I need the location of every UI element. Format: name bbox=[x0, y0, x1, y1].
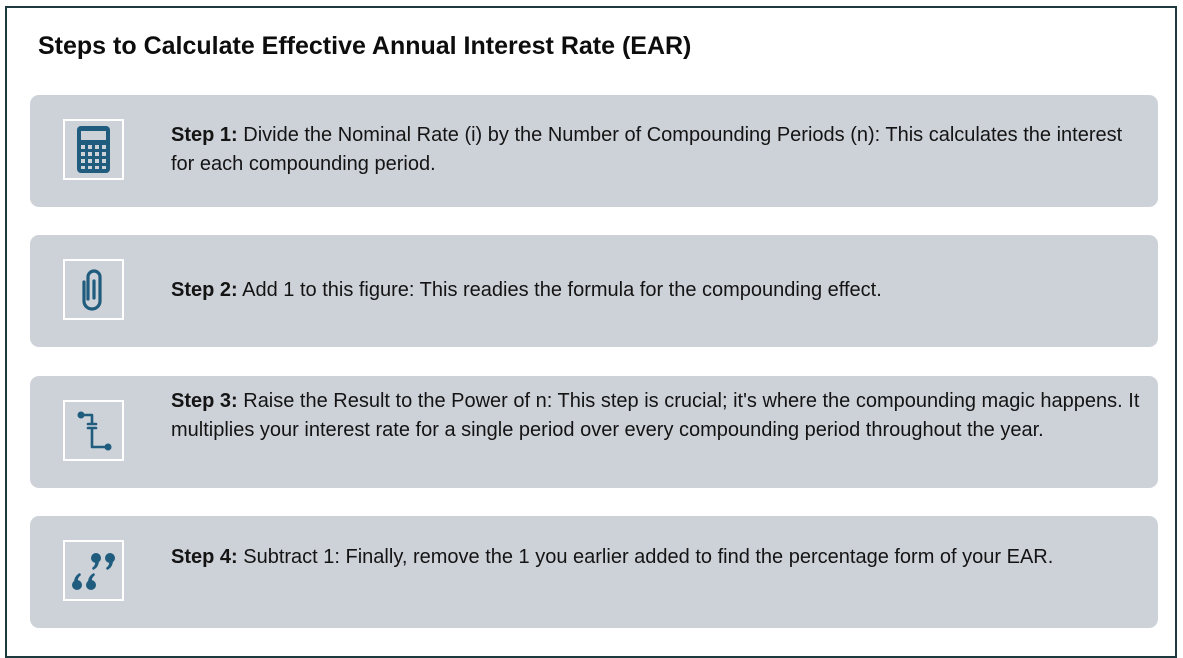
step-card-3 bbox=[30, 376, 1158, 488]
step-card-4 bbox=[30, 516, 1158, 628]
step-description-2: Add 1 to this figure: This readies the formula for the compounding effect. bbox=[237, 279, 882, 301]
step-description-1: Divide the Nominal Rate (i) by the Number of Compounding Periods (n): This calculates the interest for each compounding period. bbox=[171, 124, 1123, 175]
step-label-3: Step 3: bbox=[171, 390, 238, 412]
step-description-3: Raise the Result to the Power of n: This step is crucial; it's where the compounding magic happens. It multiplies your interest rate for a single period over every compounding period throughout the year. bbox=[171, 390, 1140, 441]
step-text-2 bbox=[171, 276, 1141, 305]
step-card-2 bbox=[30, 235, 1158, 347]
step-text-3 bbox=[171, 387, 1141, 445]
connector-icon bbox=[63, 400, 124, 461]
quote-icon bbox=[63, 540, 124, 601]
step-label-2: Step 2: bbox=[171, 279, 238, 301]
step-label-1: Step 1: bbox=[171, 124, 238, 146]
paperclip-icon bbox=[63, 259, 124, 320]
step-text-4 bbox=[171, 543, 1141, 572]
step-label-4: Step 4: bbox=[171, 546, 238, 568]
step-card-1 bbox=[30, 95, 1158, 207]
calculator-icon bbox=[63, 119, 124, 180]
step-description-4: Subtract 1: Finally, remove the 1 you earlier added to find the percentage form of your EAR. bbox=[237, 546, 1054, 568]
step-text-1 bbox=[171, 121, 1141, 179]
diagram-title: Steps to Calculate Effective Annual Interest Rate (EAR) bbox=[38, 32, 692, 60]
